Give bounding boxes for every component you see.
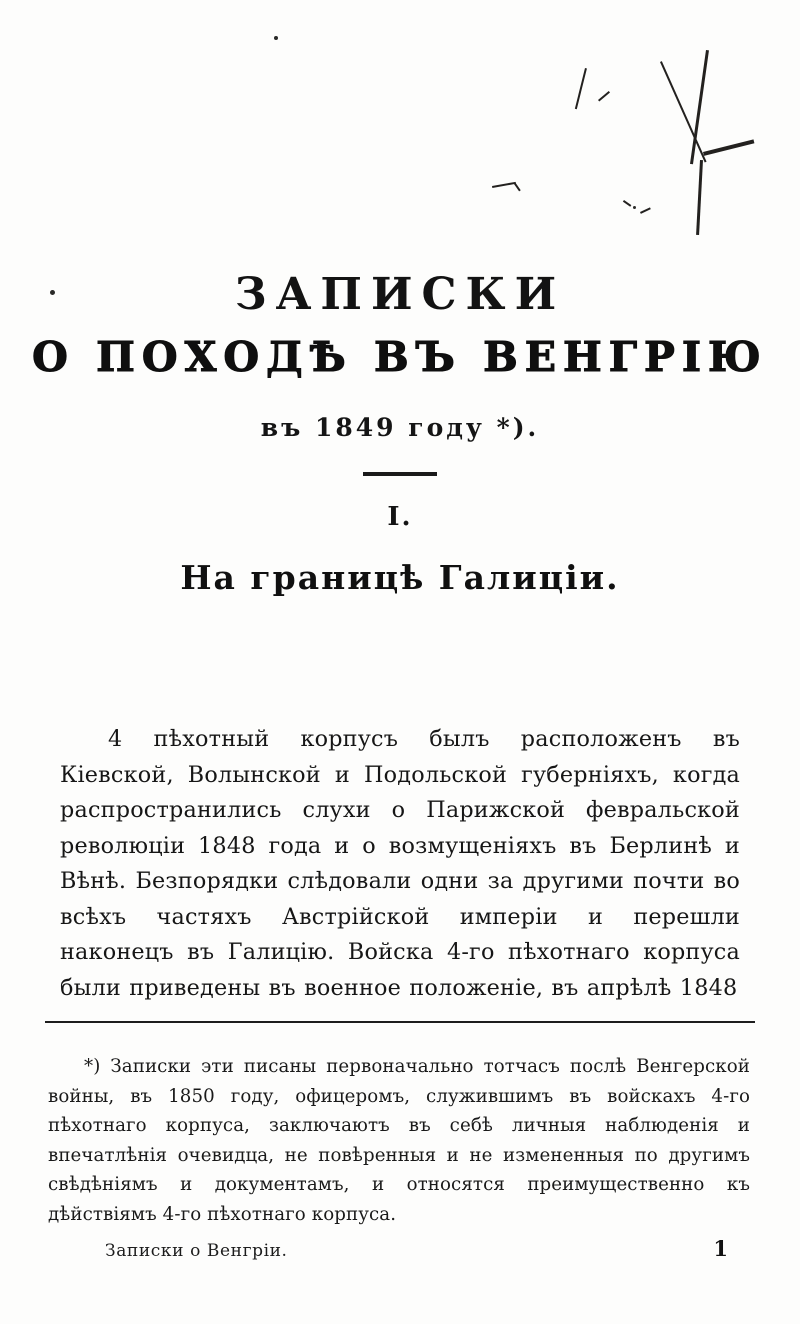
chapter-title: На границѣ Галиціи. (180, 558, 620, 598)
page-subtitle: О ПОХОДѢ ВЪ ВЕНГРІЮ (32, 333, 768, 382)
footnote-text: *) Записки эти писаны первоначально тотчасъ послѣ Венгерской войны, въ 1850 году, офицеромъ, служившимъ въ войскахъ 4-го пѣхотнаго корпуса, заключаютъ въ себѣ личныя наблюденія и впечатлѣнія очевидца, не повѣренныя и не измененныя по другимъ свѣдѣніямъ и документамъ, и относятся преимущественно къ дѣйствіямъ 4-го пѣхотнаго корпуса. (48, 1056, 750, 1225)
chapter-number: I. (387, 502, 413, 533)
body-paragraph: 4 пѣхотный корпусъ былъ расположенъ въ Кіевской, Волынской и Подольской губерніяхъ, когда распространились слухи о Парижской февральской революціи 1848 года и о возмущеніяхъ въ Берлинѣ и Вѣнѣ. Безпорядки слѣдовали одни за другими почти во всѣхъ частяхъ Австрійской имперіи и перешли наконецъ въ Галицію. Войска 4-го пѣхотнаго корпуса были приведены въ военное положеніе, въ апрѣлѣ 1848 (60, 726, 740, 1001)
page-number: 1 (713, 1236, 728, 1261)
signature-mark: Записки о Венгріи. (105, 1241, 288, 1261)
pen-stroke (513, 182, 520, 191)
pen-stroke (640, 207, 651, 213)
body-text (60, 700, 740, 1029)
pen-stroke (703, 139, 754, 155)
pen-stroke (598, 91, 610, 102)
pen-stroke (696, 160, 703, 235)
running-foot (105, 1236, 740, 1261)
footnote-separator (45, 1021, 755, 1023)
divider-rule (363, 472, 437, 476)
title-year: въ 1849 году *). (260, 413, 540, 443)
page-title: ЗАПИСКИ (234, 269, 566, 320)
footnote-block (48, 1034, 750, 1247)
pen-stroke (575, 68, 587, 109)
pen-stroke (623, 200, 632, 207)
ink-speck (274, 36, 278, 40)
ink-speck (633, 206, 636, 209)
title-block (0, 269, 800, 598)
